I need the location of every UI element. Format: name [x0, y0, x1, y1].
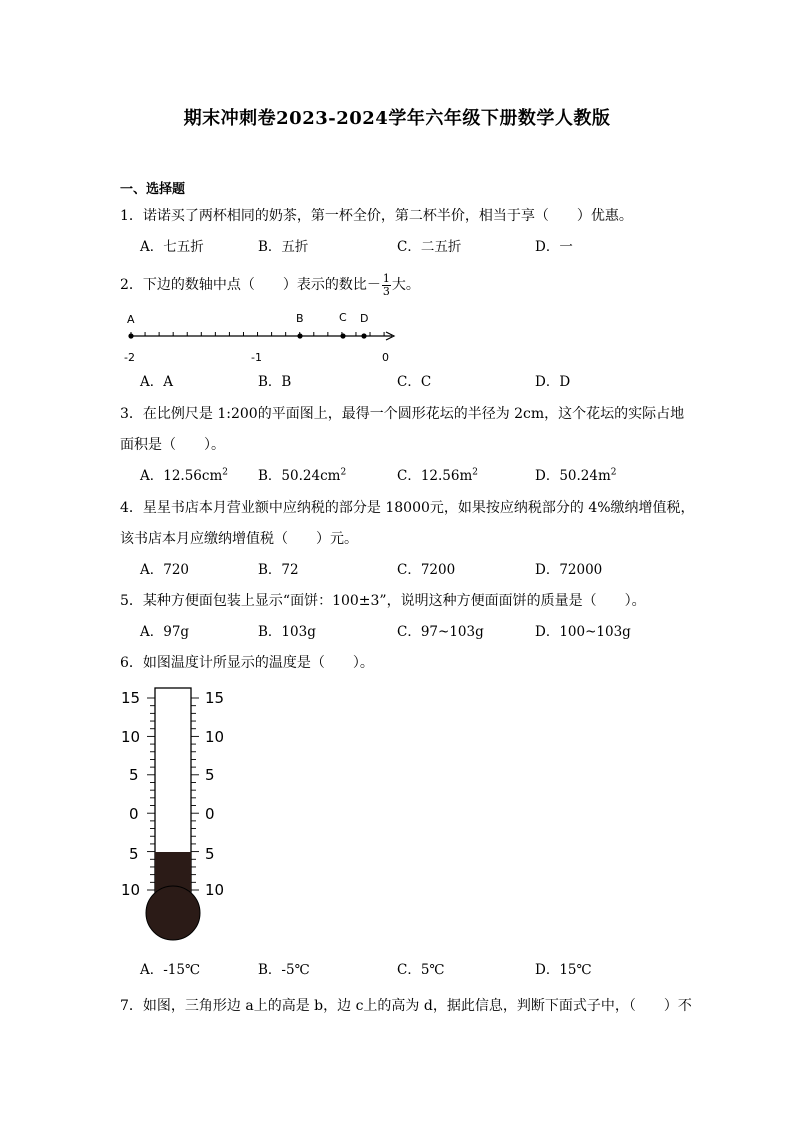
q2-option-a[interactable]: A．A [140, 374, 173, 390]
point-b-dot [297, 333, 302, 338]
q2-option-d[interactable]: D．D [535, 374, 571, 390]
point-b-label: B [296, 312, 304, 325]
thermometer-bulb [146, 886, 200, 940]
q1-option-c[interactable]: C．二五折 [397, 239, 462, 255]
q4-option-d[interactable]: D．72000 [535, 562, 603, 578]
q6-option-a[interactable]: A．-15℃ [140, 962, 201, 978]
q3-option-c[interactable]: C．$12.56m^2$ [397, 467, 479, 484]
scale-left-5: 5 [129, 766, 139, 784]
q5-option-a[interactable]: A．97g [140, 624, 190, 640]
q3-option-a[interactable]: A．$12.56cm^2$ [140, 467, 228, 484]
q1-option-d[interactable]: D．一 [535, 239, 573, 255]
scale-right-neg5: 5 [205, 845, 215, 863]
q3-option-b[interactable]: B．$50.24cm^2$ [258, 467, 347, 484]
scale-left-15: 15 [121, 689, 141, 707]
question-6: 6．如图温度计所显示的温度是（ ）。 [120, 655, 374, 671]
point-a-label: A [127, 313, 135, 326]
q6-option-b[interactable]: B．-5℃ [258, 962, 310, 978]
point-c-dot [340, 333, 345, 338]
point-d-label: D [360, 312, 369, 325]
scale-right-15: 15 [205, 689, 225, 707]
q4-option-c[interactable]: C．7200 [397, 562, 456, 578]
number-line [118, 306, 408, 368]
thermometer [112, 680, 242, 950]
section-heading: 一、选择题 [120, 182, 186, 197]
axis-label-minus-2: -2 [124, 351, 135, 364]
q1-option-b[interactable]: B．五折 [258, 239, 309, 255]
point-d-dot [361, 333, 366, 338]
question-3-line-2: 面积是（ ）。 [120, 437, 225, 453]
scale-right-neg10: 10 [205, 881, 225, 899]
fraction-one-third: $\frac{1}{3}$ [382, 271, 390, 298]
q3-option-d[interactable]: D．$50.24m^2$ [535, 467, 617, 484]
axis-label-minus-1: -1 [251, 351, 262, 364]
scale-left-10: 10 [121, 728, 141, 746]
scale-right-5: 5 [205, 766, 215, 784]
question-2: 2．下边的数轴中点（ ）表示的数比－ $\frac{1}{3}$ 大。 [120, 271, 420, 298]
question-4-line-1: 4．星星书店本月营业额中应纳税的部分是 18000元，如果按应纳税部分的 4%缴纳增值税， [120, 500, 695, 516]
q4-option-a[interactable]: A．720 [140, 562, 190, 578]
question-7: 7．如图，三角形边 a上的高是 b，边 c上的高为 d，据此信息，判断下面式子中，（ ）不 [120, 998, 692, 1014]
q1-option-a[interactable]: A．七五折 [140, 239, 204, 255]
scale-left-0: 0 [129, 805, 139, 823]
scale-right-0: 0 [205, 805, 215, 823]
question-4-line-2: 该书店本月应缴纳增值税（ ）元。 [120, 531, 358, 547]
question-5: 5．某种方便面包装上显示“面饼：100±3”，说明这种方便面面饼的质量是（ ）。 [120, 593, 646, 609]
q5-option-b[interactable]: B．103g [258, 624, 316, 640]
point-a-dot [128, 333, 133, 338]
q2-option-b[interactable]: B．B [258, 374, 292, 390]
question-1: 1．诺诺买了两杯相同的奶茶，第一杯全价，第二杯半价，相当于享（ ）优惠。 [120, 208, 633, 224]
q6-option-c[interactable]: C．5℃ [397, 962, 445, 978]
q6-option-d[interactable]: D．15℃ [535, 962, 592, 978]
scale-right-10: 10 [205, 728, 225, 746]
q5-option-d[interactable]: D．100~103g [535, 624, 631, 640]
question-3-line-1: 3．在比例尺是 1:200的平面图上，最得一个圆形花坛的半径为 2cm，这个花坛的实际占地 [120, 406, 685, 422]
q5-option-c[interactable]: C．97~103g [397, 624, 484, 640]
axis-label-zero: 0 [382, 351, 389, 364]
page-title: 期末冲刺卷2023-2024学年六年级下册数学人教版 [183, 108, 611, 129]
point-c-label: C [339, 311, 347, 324]
scale-left-neg5: 5 [129, 845, 139, 863]
scale-left-neg10: 10 [121, 881, 141, 899]
q2-option-c[interactable]: C．C [397, 374, 432, 390]
q4-option-b[interactable]: B．72 [258, 562, 299, 578]
